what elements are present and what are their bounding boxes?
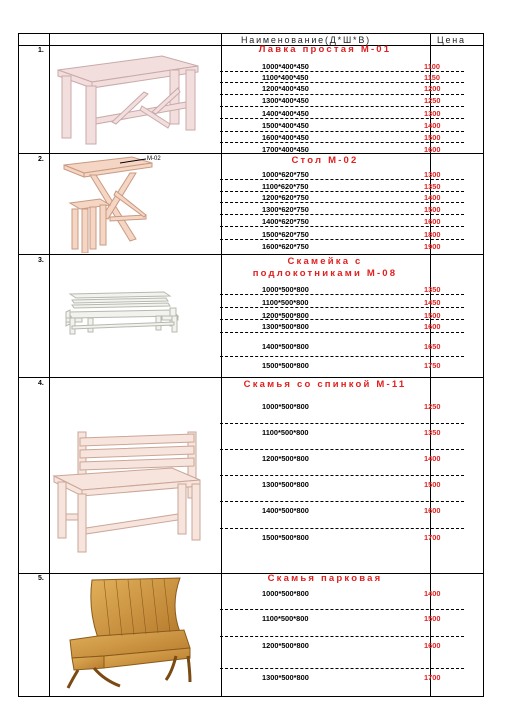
column-divider	[221, 34, 222, 696]
row-separator	[220, 106, 464, 107]
price-value: 1400	[424, 454, 441, 463]
row-divider	[19, 377, 483, 378]
row-separator	[220, 71, 464, 72]
price-value: 1700	[424, 673, 441, 682]
size-value: 1500*500*800	[262, 533, 309, 542]
price-value: 1300	[424, 109, 441, 118]
price-value: 1400	[424, 589, 441, 598]
row-separator	[220, 449, 464, 450]
row-separator	[220, 214, 464, 215]
size-value: 1100*400*450	[262, 73, 309, 82]
price-value: 1400	[424, 193, 441, 202]
price-value: 1900	[424, 242, 441, 251]
price-value: 1250	[424, 96, 441, 105]
price-value: 1500	[424, 480, 441, 489]
row-separator	[220, 179, 464, 180]
header-name-column: Наименование(Д*Ш*В)	[241, 35, 371, 45]
price-value: 1600	[424, 217, 441, 226]
size-value: 1200*500*800	[262, 454, 309, 463]
row-separator	[220, 191, 464, 192]
row-separator	[220, 668, 464, 669]
size-value: 1400*500*800	[262, 506, 309, 515]
product-number: 1.	[38, 47, 44, 54]
row-separator	[220, 356, 464, 357]
row-separator	[220, 501, 464, 502]
header-price-column: Цена	[437, 35, 466, 45]
row-separator	[220, 528, 464, 529]
product-title: Скамья со спинкой М-11	[243, 379, 407, 390]
size-value: 1000*620*750	[262, 170, 309, 179]
size-value: 1400*500*800	[262, 342, 309, 351]
size-value: 1100*500*800	[262, 428, 309, 437]
size-value: 1300*500*800	[262, 322, 309, 331]
price-value: 1300	[424, 170, 441, 179]
row-separator	[220, 226, 464, 227]
row-separator	[220, 294, 464, 295]
price-value: 1400	[424, 121, 441, 130]
price-value: 1350	[424, 182, 441, 191]
price-value: 1800	[424, 230, 441, 239]
size-value: 1100*500*800	[262, 614, 309, 623]
row-separator	[220, 332, 464, 333]
size-value: 1200*500*800	[262, 641, 309, 650]
product-title: Лавка простая М-01	[258, 44, 392, 55]
size-value: 1100*620*750	[262, 182, 309, 191]
size-value: 1000*400*450	[262, 62, 309, 71]
size-value: 1600*400*450	[262, 133, 309, 142]
row-separator	[220, 131, 464, 132]
product-title-line1: Скамейка с	[287, 256, 363, 267]
park-bench-image	[64, 576, 192, 692]
row-separator	[220, 82, 464, 83]
size-value: 1400*400*450	[262, 109, 309, 118]
row-separator	[220, 239, 464, 240]
size-value: 1200*620*750	[262, 193, 309, 202]
price-value: 1600	[424, 145, 441, 154]
size-value: 1700*400*450	[262, 145, 309, 154]
price-value: 1600	[424, 641, 441, 650]
size-value: 1300*500*800	[262, 673, 309, 682]
size-value: 1500*400*450	[262, 121, 309, 130]
bench-simple-image	[52, 52, 200, 148]
product-number: 2.	[38, 156, 44, 163]
product-title: Скамья парковая	[267, 573, 383, 584]
size-value: 1400*620*750	[262, 217, 309, 226]
size-value: 1300*400*450	[262, 96, 309, 105]
bench-with-back-image	[52, 428, 204, 554]
column-divider	[49, 34, 50, 696]
table-with-stool-image	[60, 153, 220, 253]
row-separator	[220, 142, 464, 143]
price-value: 1350	[424, 285, 441, 294]
price-value: 1500	[424, 133, 441, 142]
row-separator	[220, 202, 464, 203]
product-number: 3.	[38, 257, 44, 264]
price-value: 1200	[424, 84, 441, 93]
size-value: 1300*500*800	[262, 480, 309, 489]
size-value: 1000*500*800	[262, 589, 309, 598]
row-separator	[220, 94, 464, 95]
product-number: 5.	[38, 575, 44, 582]
size-value: 1000*500*800	[262, 285, 309, 294]
bench-with-armrests-image	[64, 290, 180, 336]
image-label: М-02	[147, 156, 161, 162]
row-separator	[220, 636, 464, 637]
price-value: 1250	[424, 402, 441, 411]
price-value: 1350	[424, 428, 441, 437]
price-value: 1700	[424, 533, 441, 542]
size-value: 1000*500*800	[262, 402, 309, 411]
price-value: 1500	[424, 205, 441, 214]
row-separator	[220, 475, 464, 476]
size-value: 1500*620*750	[262, 230, 309, 239]
price-value: 1750	[424, 361, 441, 370]
size-value: 1300*620*750	[262, 205, 309, 214]
price-value: 1600	[424, 506, 441, 515]
size-value: 1200*400*450	[262, 84, 309, 93]
price-value: 1600	[424, 322, 441, 331]
price-value: 1500	[424, 311, 441, 320]
row-separator	[220, 423, 464, 424]
price-value: 1450	[424, 298, 441, 307]
product-title-line2: подлокотниками М-08	[252, 268, 398, 279]
price-value: 1650	[424, 342, 441, 351]
price-value: 1100	[424, 62, 441, 71]
product-number: 4.	[38, 380, 44, 387]
row-separator	[220, 118, 464, 119]
row-divider	[19, 254, 483, 255]
row-separator	[220, 319, 464, 320]
product-title: Стол М-02	[291, 155, 359, 166]
size-value: 1600*620*750	[262, 242, 309, 251]
size-value: 1500*500*800	[262, 361, 309, 370]
row-separator	[220, 609, 464, 610]
price-value: 1500	[424, 614, 441, 623]
row-separator	[220, 307, 464, 308]
size-value: 1200*500*800	[262, 311, 309, 320]
price-value: 1150	[424, 73, 441, 82]
size-value: 1100*500*800	[262, 298, 309, 307]
